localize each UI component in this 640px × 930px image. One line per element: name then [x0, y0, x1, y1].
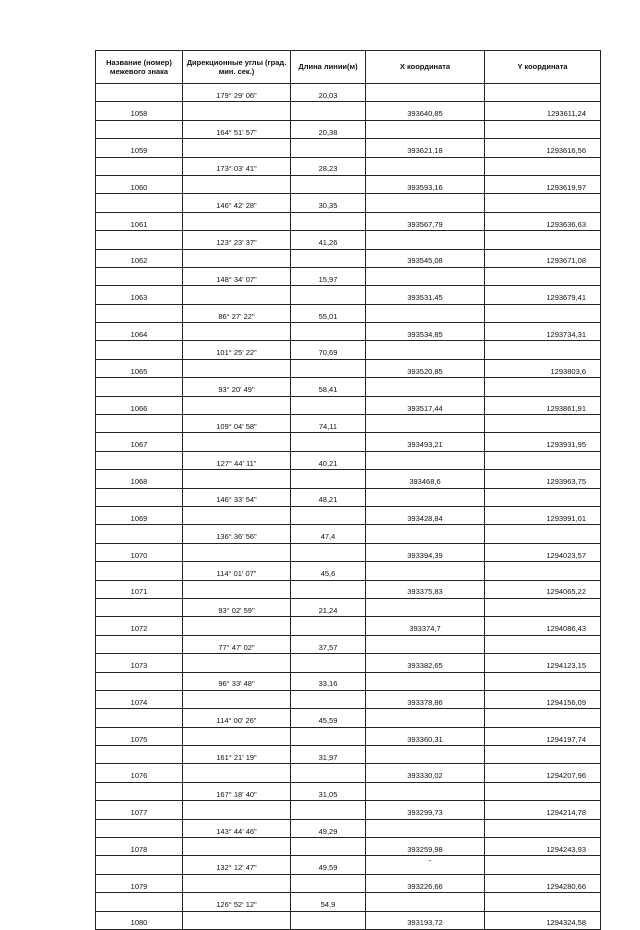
- table-body: [96, 84, 601, 930]
- table-row: [96, 893, 601, 911]
- marker-name-cell: 1079: [96, 874, 183, 892]
- x-coordinate-cell: [366, 378, 485, 396]
- table-row: [96, 727, 601, 745]
- directional-angle-cell: 86° 27' 22": [183, 304, 291, 322]
- x-coordinate-cell: 393193,72: [366, 911, 485, 929]
- y-coordinate-cell: 1294023,57: [485, 543, 601, 561]
- line-length-cell: 28,23: [291, 157, 366, 175]
- line-length-cell: [291, 874, 366, 892]
- marker-name-cell: [96, 488, 183, 506]
- directional-angle-cell: 77° 47' 02": [183, 635, 291, 653]
- directional-angle-cell: [183, 617, 291, 635]
- y-coordinate-cell: [485, 194, 601, 212]
- line-length-cell: 33,16: [291, 672, 366, 690]
- marker-name-cell: [96, 746, 183, 764]
- table-header-row: [96, 51, 601, 84]
- table-row: [96, 617, 601, 635]
- table-row: [96, 157, 601, 175]
- directional-angle-cell: [183, 396, 291, 414]
- y-coordinate-cell: 1293963,75: [485, 470, 601, 488]
- marker-name-cell: 1071: [96, 580, 183, 598]
- y-coordinate-cell: [485, 415, 601, 433]
- line-length-cell: 58,41: [291, 378, 366, 396]
- marker-name-cell: 1066: [96, 396, 183, 414]
- x-coordinate-cell: 393640,85: [366, 102, 485, 120]
- x-coordinate-cell: [366, 415, 485, 433]
- y-coordinate-cell: [485, 341, 601, 359]
- line-length-cell: 55,01: [291, 304, 366, 322]
- directional-angle-cell: [183, 286, 291, 304]
- line-length-cell: [291, 764, 366, 782]
- line-length-cell: [291, 323, 366, 341]
- x-coordinate-cell: [366, 562, 485, 580]
- x-coordinate-cell: 393428,84: [366, 506, 485, 524]
- y-coordinate-cell: [485, 635, 601, 653]
- x-coordinate-cell: [366, 120, 485, 138]
- x-coordinate-cell: [366, 194, 485, 212]
- directional-angle-cell: 114° 01' 07": [183, 562, 291, 580]
- table-row: [96, 782, 601, 800]
- y-coordinate-cell: [485, 672, 601, 690]
- directional-angle-cell: [183, 506, 291, 524]
- table-row: [96, 654, 601, 672]
- table-row: [96, 194, 601, 212]
- y-coordinate-cell: [485, 231, 601, 249]
- table-row: [96, 525, 601, 543]
- directional-angle-cell: 114° 00' 26": [183, 709, 291, 727]
- y-coordinate-cell: 1294214,78: [485, 801, 601, 819]
- directional-angle-cell: 109° 04' 58": [183, 415, 291, 433]
- x-coordinate-cell: [366, 635, 485, 653]
- line-length-cell: [291, 433, 366, 451]
- marker-name-cell: 1060: [96, 175, 183, 193]
- directional-angle-cell: [183, 580, 291, 598]
- coordinate-table-sheet: [95, 50, 601, 930]
- line-length-cell: 31,05: [291, 782, 366, 800]
- line-length-cell: 48,21: [291, 488, 366, 506]
- marker-name-cell: [96, 856, 183, 874]
- table-row: [96, 396, 601, 414]
- x-coordinate-cell: [366, 488, 485, 506]
- x-coordinate-cell: 393567,79: [366, 212, 485, 230]
- table-row: [96, 598, 601, 616]
- table-row: [96, 580, 601, 598]
- marker-name-cell: 1077: [96, 801, 183, 819]
- y-coordinate-cell: 1293636,63: [485, 212, 601, 230]
- line-length-cell: 41,26: [291, 231, 366, 249]
- x-coordinate-cell: [366, 893, 485, 911]
- marker-name-cell: 1073: [96, 654, 183, 672]
- y-coordinate-cell: 1294197,74: [485, 727, 601, 745]
- y-coordinate-cell: [485, 157, 601, 175]
- line-length-cell: 49,29: [291, 819, 366, 837]
- marker-name-cell: [96, 267, 183, 285]
- y-coordinate-cell: [485, 746, 601, 764]
- directional-angle-cell: [183, 874, 291, 892]
- y-coordinate-cell: 1294156,09: [485, 690, 601, 708]
- x-coordinate-cell: 393360,31: [366, 727, 485, 745]
- y-coordinate-cell: 1294065,22: [485, 580, 601, 598]
- table-row: [96, 874, 601, 892]
- line-length-cell: 47,4: [291, 525, 366, 543]
- table-row: [96, 175, 601, 193]
- marker-name-cell: 1076: [96, 764, 183, 782]
- x-coordinate-cell: 393593,16: [366, 175, 485, 193]
- table-row: [96, 635, 601, 653]
- directional-angle-cell: [183, 727, 291, 745]
- y-coordinate-cell: 1293619,97: [485, 175, 601, 193]
- line-length-cell: [291, 470, 366, 488]
- table-row: [96, 120, 601, 138]
- marker-name-cell: [96, 819, 183, 837]
- table-row: [96, 856, 601, 874]
- line-length-cell: [291, 396, 366, 414]
- x-coordinate-cell: [366, 341, 485, 359]
- directional-angle-cell: [183, 654, 291, 672]
- marker-name-cell: 1067: [96, 433, 183, 451]
- x-coordinate-cell: [366, 267, 485, 285]
- line-length-cell: [291, 580, 366, 598]
- directional-angle-cell: 161° 21' 19": [183, 746, 291, 764]
- directional-angle-cell: [183, 801, 291, 819]
- x-coordinate-cell: 393259,98: [366, 838, 485, 856]
- directional-angle-cell: [183, 359, 291, 377]
- marker-name-cell: [96, 635, 183, 653]
- x-coordinate-cell: 393493,21: [366, 433, 485, 451]
- directional-angle-cell: 167° 18' 40": [183, 782, 291, 800]
- marker-name-cell: [96, 341, 183, 359]
- directional-angle-cell: [183, 249, 291, 267]
- x-coordinate-cell: 393374,7: [366, 617, 485, 635]
- marker-name-cell: [96, 84, 183, 102]
- table-row: [96, 451, 601, 469]
- table-row: [96, 746, 601, 764]
- table-row: [96, 801, 601, 819]
- table-row: [96, 304, 601, 322]
- header-x-coordinate: X координата: [366, 51, 485, 84]
- scan-speck: [429, 860, 431, 861]
- x-coordinate-cell: [366, 231, 485, 249]
- line-length-cell: [291, 801, 366, 819]
- marker-name-cell: 1080: [96, 911, 183, 929]
- line-length-cell: 74,11: [291, 415, 366, 433]
- marker-name-cell: 1062: [96, 249, 183, 267]
- table-row: [96, 672, 601, 690]
- x-coordinate-cell: [366, 598, 485, 616]
- line-length-cell: [291, 727, 366, 745]
- x-coordinate-cell: [366, 856, 485, 874]
- directional-angle-cell: [183, 911, 291, 929]
- table-row: [96, 415, 601, 433]
- line-length-cell: 49,59: [291, 856, 366, 874]
- table-row: [96, 433, 601, 451]
- table-row: [96, 488, 601, 506]
- directional-angle-cell: 126° 52' 12": [183, 893, 291, 911]
- directional-angle-cell: 132° 12' 47": [183, 856, 291, 874]
- x-coordinate-cell: 393226,66: [366, 874, 485, 892]
- directional-angle-cell: 143° 44' 46": [183, 819, 291, 837]
- x-coordinate-cell: [366, 782, 485, 800]
- y-coordinate-cell: [485, 488, 601, 506]
- directional-angle-cell: 146° 42' 28": [183, 194, 291, 212]
- marker-name-cell: 1072: [96, 617, 183, 635]
- marker-name-cell: 1075: [96, 727, 183, 745]
- directional-angle-cell: 148° 34' 07": [183, 267, 291, 285]
- table-row: [96, 543, 601, 561]
- x-coordinate-cell: 393517,44: [366, 396, 485, 414]
- x-coordinate-cell: 393382,65: [366, 654, 485, 672]
- directional-angle-cell: [183, 764, 291, 782]
- x-coordinate-cell: [366, 525, 485, 543]
- y-coordinate-cell: [485, 120, 601, 138]
- line-length-cell: [291, 102, 366, 120]
- y-coordinate-cell: 1293671,08: [485, 249, 601, 267]
- y-coordinate-cell: 1294243,93: [485, 838, 601, 856]
- x-coordinate-cell: 393375,83: [366, 580, 485, 598]
- line-length-cell: [291, 838, 366, 856]
- x-coordinate-cell: 393378,86: [366, 690, 485, 708]
- marker-name-cell: [96, 415, 183, 433]
- line-length-cell: [291, 617, 366, 635]
- y-coordinate-cell: [485, 856, 601, 874]
- directional-angle-cell: 96° 33' 48": [183, 672, 291, 690]
- y-coordinate-cell: 1293679,41: [485, 286, 601, 304]
- directional-angle-cell: [183, 323, 291, 341]
- marker-name-cell: 1074: [96, 690, 183, 708]
- directional-angle-cell: 93° 20' 49": [183, 378, 291, 396]
- marker-name-cell: [96, 893, 183, 911]
- marker-name-cell: 1063: [96, 286, 183, 304]
- directional-angle-cell: 123° 23' 37": [183, 231, 291, 249]
- x-coordinate-cell: [366, 157, 485, 175]
- y-coordinate-cell: 1294324,58: [485, 911, 601, 929]
- table-row: [96, 212, 601, 230]
- line-length-cell: [291, 359, 366, 377]
- table-row: [96, 84, 601, 102]
- line-length-cell: [291, 911, 366, 929]
- x-coordinate-cell: 393531,45: [366, 286, 485, 304]
- marker-name-cell: 1070: [96, 543, 183, 561]
- marker-name-cell: 1064: [96, 323, 183, 341]
- y-coordinate-cell: 1293991,01: [485, 506, 601, 524]
- line-length-cell: [291, 175, 366, 193]
- directional-angle-cell: [183, 543, 291, 561]
- y-coordinate-cell: [485, 451, 601, 469]
- line-length-cell: 20,38: [291, 120, 366, 138]
- y-coordinate-cell: 1293616,56: [485, 139, 601, 157]
- line-length-cell: 54,9: [291, 893, 366, 911]
- table-row: [96, 231, 601, 249]
- line-length-cell: [291, 654, 366, 672]
- x-coordinate-cell: [366, 451, 485, 469]
- y-coordinate-cell: 1293611,24: [485, 102, 601, 120]
- table-row: [96, 764, 601, 782]
- x-coordinate-cell: [366, 672, 485, 690]
- directional-angle-cell: [183, 212, 291, 230]
- table-row: [96, 378, 601, 396]
- y-coordinate-cell: [485, 562, 601, 580]
- y-coordinate-cell: 1293734,31: [485, 323, 601, 341]
- line-length-cell: [291, 212, 366, 230]
- table-row: [96, 249, 601, 267]
- line-length-cell: 20,03: [291, 84, 366, 102]
- table-row: [96, 470, 601, 488]
- x-coordinate-cell: 393545,08: [366, 249, 485, 267]
- y-coordinate-cell: 1294086,43: [485, 617, 601, 635]
- marker-name-cell: 1068: [96, 470, 183, 488]
- y-coordinate-cell: 1293861,91: [485, 396, 601, 414]
- line-length-cell: 70,69: [291, 341, 366, 359]
- y-coordinate-cell: [485, 819, 601, 837]
- line-length-cell: [291, 249, 366, 267]
- x-coordinate-cell: [366, 819, 485, 837]
- marker-name-cell: [96, 709, 183, 727]
- marker-name-cell: 1058: [96, 102, 183, 120]
- line-length-cell: [291, 286, 366, 304]
- line-length-cell: 37,57: [291, 635, 366, 653]
- directional-angle-cell: [183, 102, 291, 120]
- y-coordinate-cell: [485, 525, 601, 543]
- y-coordinate-cell: [485, 893, 601, 911]
- y-coordinate-cell: [485, 378, 601, 396]
- line-length-cell: [291, 139, 366, 157]
- line-length-cell: [291, 506, 366, 524]
- marker-name-cell: 1078: [96, 838, 183, 856]
- marker-name-cell: [96, 451, 183, 469]
- table-row: [96, 323, 601, 341]
- table-row: [96, 911, 601, 929]
- table-row: [96, 359, 601, 377]
- directional-angle-cell: [183, 838, 291, 856]
- table-row: [96, 838, 601, 856]
- directional-angle-cell: 146° 33' 54": [183, 488, 291, 506]
- marker-name-cell: 1061: [96, 212, 183, 230]
- directional-angle-cell: [183, 470, 291, 488]
- line-length-cell: 15,97: [291, 267, 366, 285]
- marker-name-cell: [96, 304, 183, 322]
- y-coordinate-cell: [485, 709, 601, 727]
- marker-name-cell: [96, 378, 183, 396]
- x-coordinate-cell: [366, 709, 485, 727]
- line-length-cell: [291, 543, 366, 561]
- directional-angle-cell: [183, 690, 291, 708]
- marker-name-cell: [96, 525, 183, 543]
- marker-name-cell: 1069: [96, 506, 183, 524]
- directional-angle-cell: 179° 29' 06": [183, 84, 291, 102]
- line-length-cell: 31,97: [291, 746, 366, 764]
- y-coordinate-cell: [485, 598, 601, 616]
- directional-angle-cell: 173° 03' 41": [183, 157, 291, 175]
- marker-name-cell: [96, 194, 183, 212]
- y-coordinate-cell: [485, 782, 601, 800]
- y-coordinate-cell: [485, 304, 601, 322]
- table-row: [96, 286, 601, 304]
- directional-angle-cell: 101° 25' 22": [183, 341, 291, 359]
- table-row: [96, 341, 601, 359]
- table-row: [96, 690, 601, 708]
- table-row: [96, 267, 601, 285]
- x-coordinate-cell: 393520,85: [366, 359, 485, 377]
- y-coordinate-cell: 1293803,6: [485, 359, 601, 377]
- y-coordinate-cell: 1294123,15: [485, 654, 601, 672]
- marker-name-cell: 1059: [96, 139, 183, 157]
- x-coordinate-cell: 393299,73: [366, 801, 485, 819]
- x-coordinate-cell: [366, 304, 485, 322]
- directional-angle-cell: 127° 44' 11": [183, 451, 291, 469]
- table-row: [96, 819, 601, 837]
- line-length-cell: 40,21: [291, 451, 366, 469]
- directional-angle-cell: 136° 36' 56": [183, 525, 291, 543]
- directional-angle-cell: 164° 51' 57": [183, 120, 291, 138]
- line-length-cell: [291, 690, 366, 708]
- x-coordinate-cell: 393468,6: [366, 470, 485, 488]
- y-coordinate-cell: 1293931,95: [485, 433, 601, 451]
- marker-name-cell: [96, 672, 183, 690]
- y-coordinate-cell: [485, 267, 601, 285]
- marker-name-cell: [96, 598, 183, 616]
- header-y-coordinate: Y координата: [485, 51, 601, 84]
- line-length-cell: 45,6: [291, 562, 366, 580]
- line-length-cell: 45,59: [291, 709, 366, 727]
- x-coordinate-cell: 393621,18: [366, 139, 485, 157]
- line-length-cell: 30,35: [291, 194, 366, 212]
- y-coordinate-cell: 1294280,66: [485, 874, 601, 892]
- table-row: [96, 139, 601, 157]
- marker-name-cell: [96, 120, 183, 138]
- x-coordinate-cell: [366, 746, 485, 764]
- marker-name-cell: [96, 231, 183, 249]
- header-marker-name: Название (номер) межевого знака: [96, 51, 183, 84]
- x-coordinate-cell: 393534,85: [366, 323, 485, 341]
- header-line-length: Длина линии(м): [291, 51, 366, 84]
- table-row: [96, 709, 601, 727]
- x-coordinate-cell: 393330,02: [366, 764, 485, 782]
- directional-angle-cell: [183, 139, 291, 157]
- line-length-cell: 21,24: [291, 598, 366, 616]
- header-directional-angle: Дирекционные углы (град. мин. сек.): [183, 51, 291, 84]
- directional-angle-cell: 93° 02' 59": [183, 598, 291, 616]
- marker-name-cell: [96, 562, 183, 580]
- x-coordinate-cell: 393394,39: [366, 543, 485, 561]
- marker-name-cell: [96, 782, 183, 800]
- table-row: [96, 102, 601, 120]
- directional-angle-cell: [183, 433, 291, 451]
- table-row: [96, 506, 601, 524]
- marker-name-cell: 1065: [96, 359, 183, 377]
- x-coordinate-cell: [366, 84, 485, 102]
- directional-angle-cell: [183, 175, 291, 193]
- y-coordinate-cell: [485, 84, 601, 102]
- table-row: [96, 562, 601, 580]
- boundary-coordinates-table: [95, 50, 601, 930]
- y-coordinate-cell: 1294207,96: [485, 764, 601, 782]
- marker-name-cell: [96, 157, 183, 175]
